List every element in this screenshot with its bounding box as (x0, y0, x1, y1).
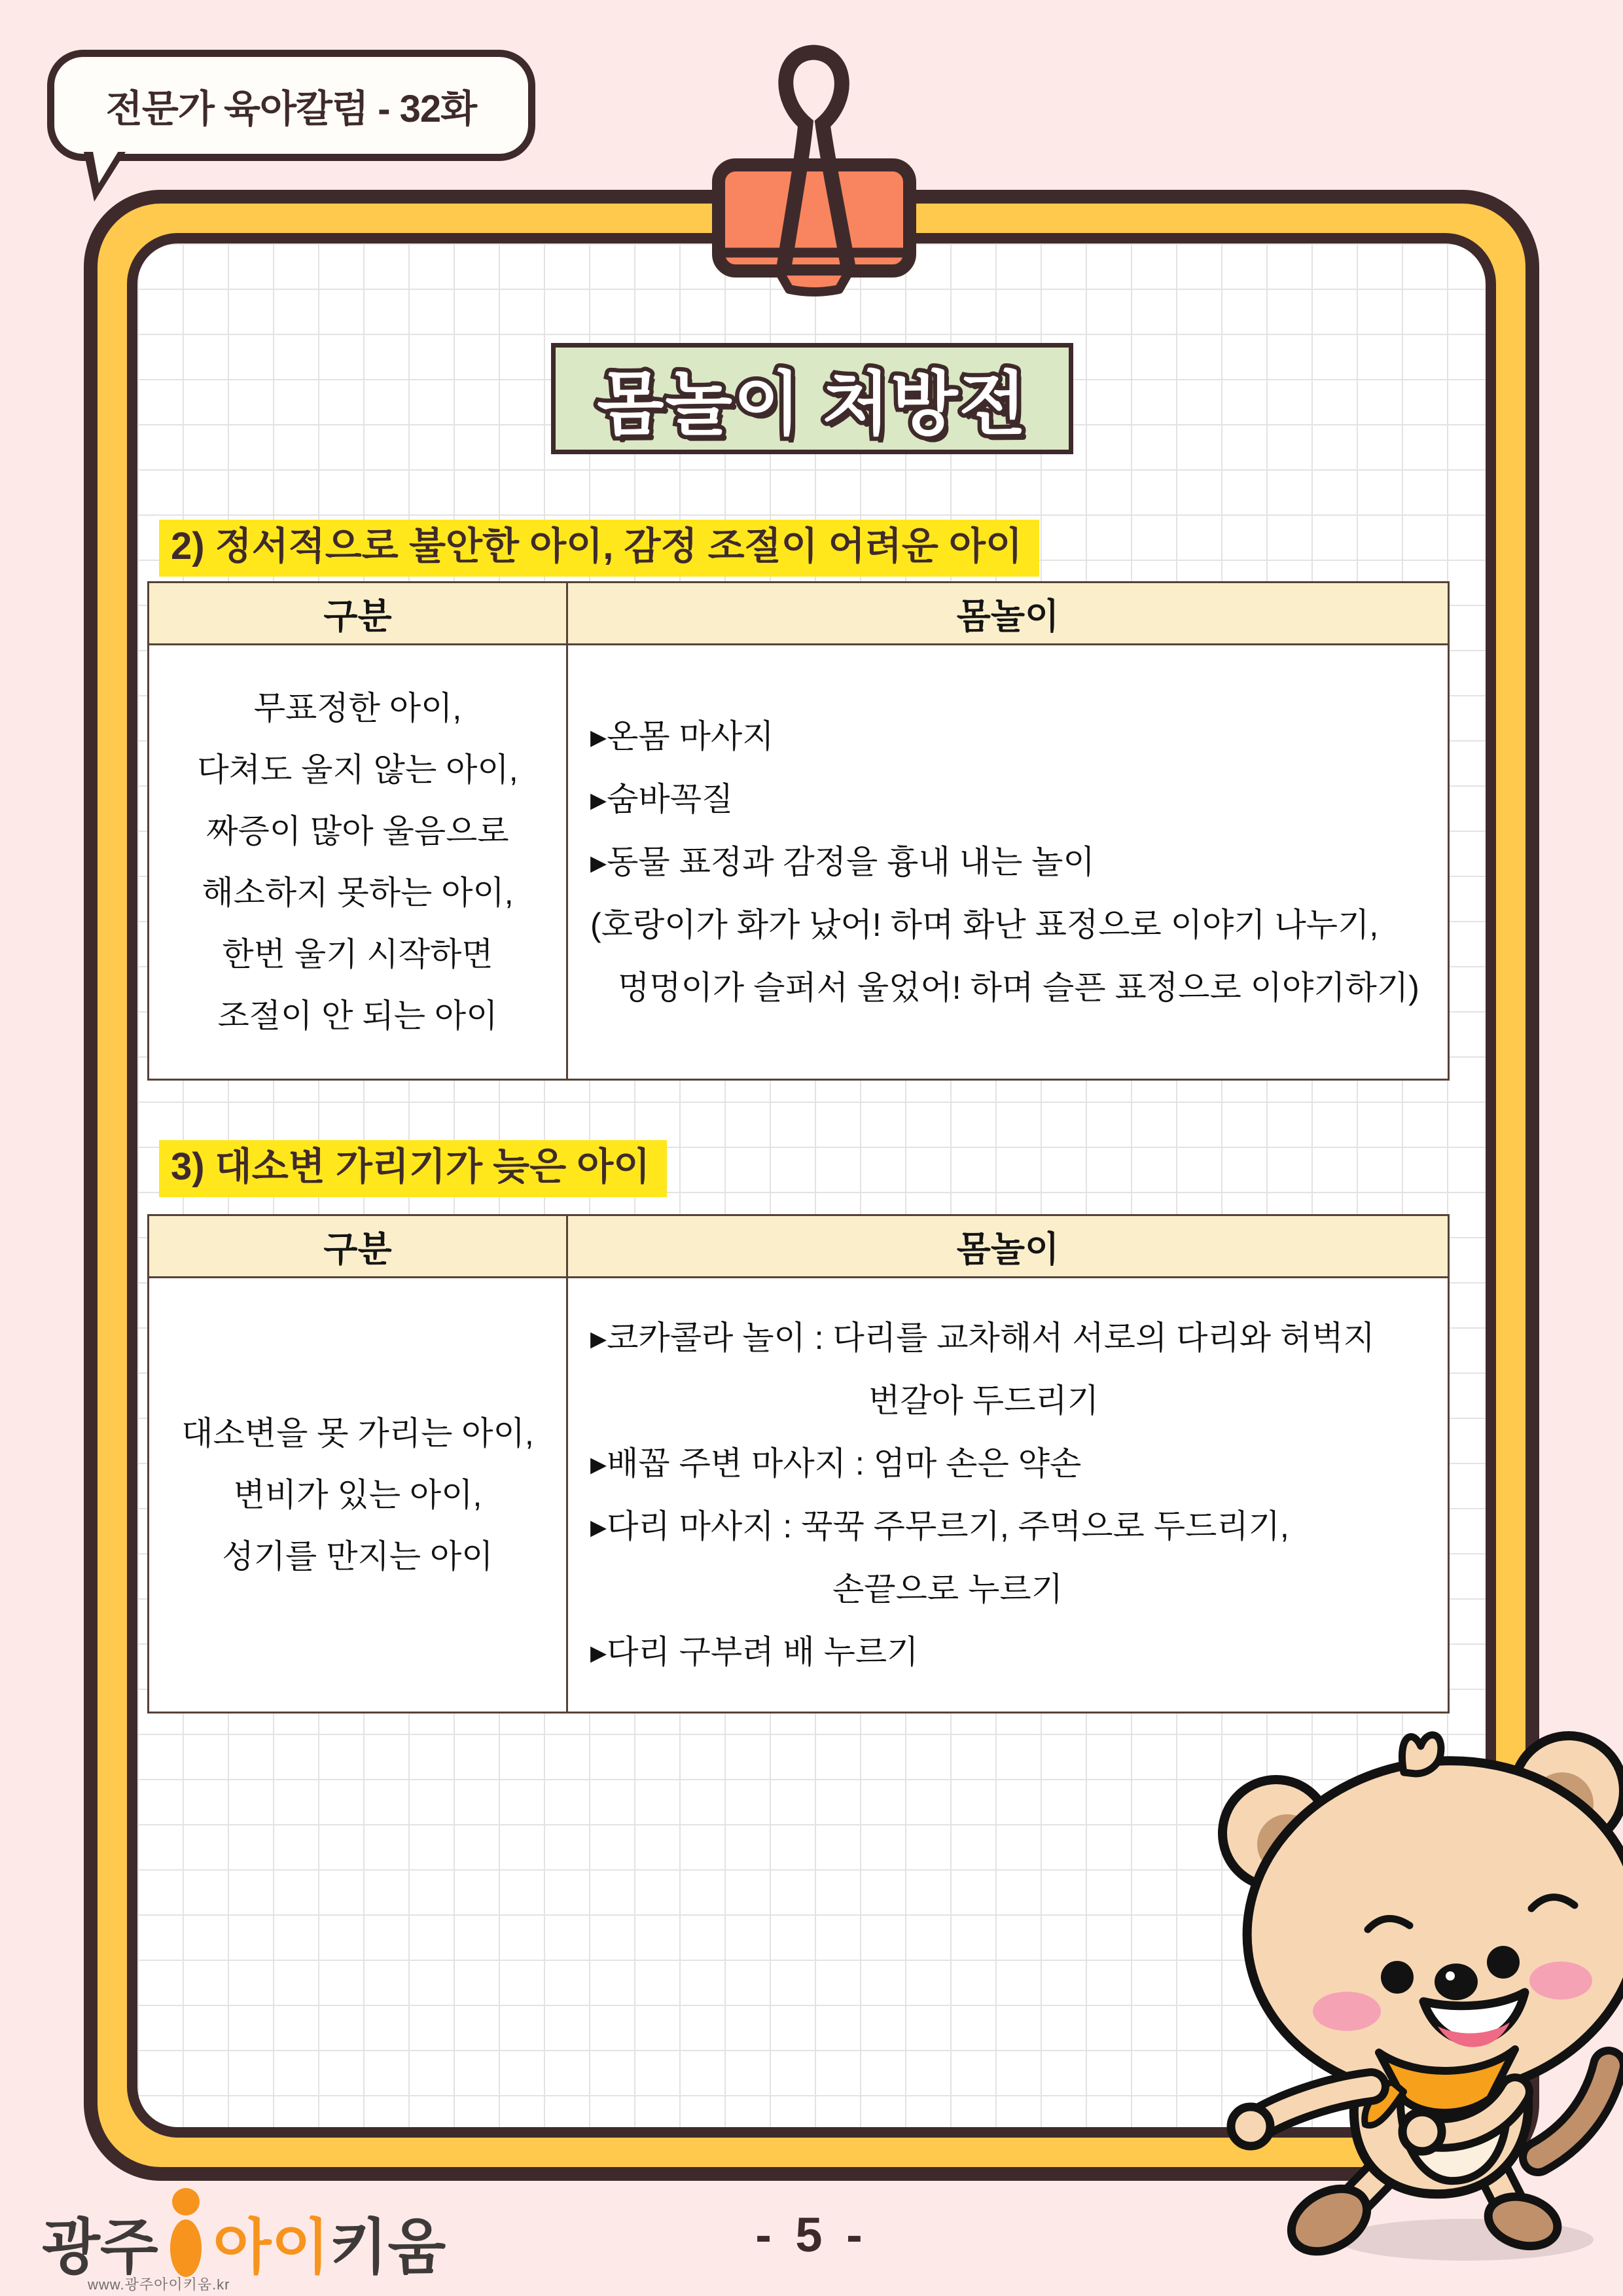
category-line: 한번 울기 시작하면 (222, 936, 493, 973)
table-header-row (149, 1216, 1448, 1278)
logo-url: www.광주아이키움.kr (88, 2276, 230, 2293)
play-cell (568, 1278, 1448, 1712)
category-cell (149, 645, 568, 1079)
quokka-mascot (1207, 1699, 1623, 2262)
title-banner (551, 343, 1073, 454)
section-heading-emotional: 2) 정서적으로 불안한 아이, 감정 조절이 어려운 아이 (159, 520, 1039, 577)
episode-badge-label: 전문가 육아칼럼 - 32화 (105, 88, 477, 130)
section-heading-toilet: 3) 대소변 가리기가 늦은 아이 (159, 1140, 667, 1197)
logo-text-ai: 아이 (213, 2214, 330, 2281)
page-title: 몸놀이 처방전 (597, 366, 1027, 443)
logo-text-kium: 키움 (329, 2214, 446, 2281)
play-line: ▸코카콜라 놀이 : 다리를 교차해서 서로의 다리와 허벅지 (590, 1319, 1375, 1356)
play-line: 멍멍이가 슬퍼서 울었어! 하며 슬픈 표정으로 이야기하기) (618, 969, 1419, 1006)
col-header-play: 몸놀이 (956, 1229, 1060, 1269)
category-line: 성기를 만지는 아이 (222, 1538, 493, 1575)
table-emotional (147, 581, 1450, 1081)
play-line: (호랑이가 화가 났어! 하며 화난 표정으로 이야기 나누기, (590, 906, 1379, 943)
play-line: ▸온몸 마사지 (590, 718, 774, 755)
play-line: ▸배꼽 주변 마사지 : 엄마 손은 약손 (590, 1445, 1082, 1482)
mascot-hair-tuft (1402, 1735, 1440, 1774)
table-body-row (149, 645, 1448, 1079)
category-cell (149, 1278, 568, 1712)
play-line: ▸숨바꼭질 (590, 781, 734, 817)
play-line: ▸다리 구부려 배 누르기 (590, 1634, 919, 1670)
category-line: 짜증이 많아 울음으로 (206, 813, 509, 850)
table-header-row (149, 583, 1448, 645)
play-cell (568, 645, 1448, 1079)
category-line: 무표정한 아이, (253, 690, 462, 726)
table-toilet (147, 1214, 1450, 1713)
play-line: ▸동물 표정과 감정을 흉내 내는 놀이 (590, 844, 1095, 880)
category-line: 다쳐도 울지 않는 아이, (197, 751, 518, 788)
table-body-row (149, 1278, 1448, 1712)
category-line: 해소하지 못하는 아이, (202, 874, 514, 911)
play-line: 손끝으로 누르기 (832, 1571, 1063, 1607)
play-line: ▸다리 마사지 : 꾹꾹 주무르기, 주먹으로 두드리기, (590, 1508, 1289, 1545)
mascot-tail (1538, 2066, 1609, 2157)
category-line: 조절이 안 되는 아이 (217, 997, 498, 1034)
col-header-play: 몸놀이 (956, 596, 1060, 636)
play-line: 번갈아 두드리기 (868, 1382, 1099, 1419)
episode-badge (47, 50, 535, 161)
logo-text-gwangju: 광주 (42, 2214, 158, 2281)
category-line: 대소변을 못 가리는 아이, (181, 1415, 534, 1452)
category-line: 변비가 있는 아이, (233, 1477, 482, 1513)
col-header-category: 구분 (149, 1216, 568, 1276)
speech-bubble-tail-fill (92, 148, 120, 183)
page-number: - 5 - (755, 2208, 868, 2262)
col-header-category: 구분 (149, 583, 568, 643)
binder-clip-icon (681, 37, 942, 298)
